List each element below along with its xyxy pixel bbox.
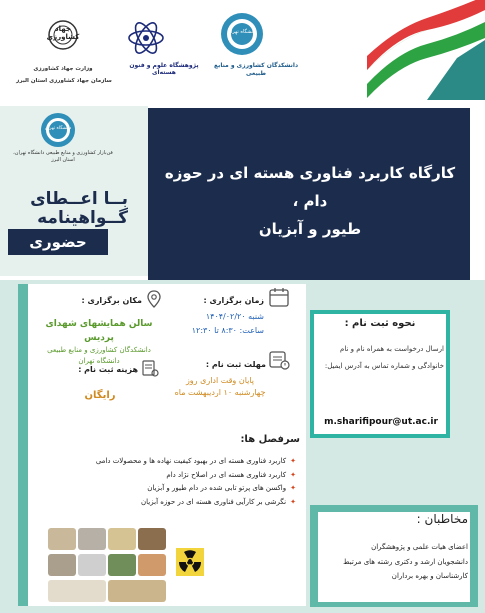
photo-tile <box>138 554 166 576</box>
time-value <box>170 310 264 337</box>
venue-line2: دانشکدگان کشاورزی و منابع طبیعی <box>47 346 151 354</box>
venue-line1: سالن همایشهای شهدای پردیس <box>45 319 153 343</box>
location-pin-icon <box>146 290 162 308</box>
nuclear-institute-logo <box>118 16 208 86</box>
ministry-logo <box>28 20 98 76</box>
incubator-seal-text: دانشگاه تهران <box>44 126 72 131</box>
photo-tile <box>108 528 136 550</box>
registration-body2: خانوادگی و شماره تماس به آدرس ایمیل: <box>324 361 444 370</box>
badge-in-person: حضوری <box>8 229 108 255</box>
calendar-icon <box>268 286 290 308</box>
ministry-name: وزارت جهاد کشاورزی <box>33 66 93 72</box>
badge-line1: بــا اعــطای <box>30 189 128 209</box>
ministry-org: سازمان جهاد کشاورزی استان البرز <box>16 78 112 84</box>
time-label: زمان برگزاری : <box>203 296 264 305</box>
audience-item: کارشناسان و بهره برداران <box>391 572 468 581</box>
photo-tile <box>48 554 76 576</box>
page-title <box>160 160 460 243</box>
title-line1: کارگاه کاربرد فناوری هسته ای در حوزه دام ، <box>164 164 456 210</box>
university-logo <box>210 12 305 97</box>
audience-item: دانشجویان ارشد و دکتری رشته های مرتبط <box>343 557 468 566</box>
audience-list <box>318 540 468 584</box>
ministry-seal-text: جهاد کشاورزی <box>46 25 80 41</box>
topic-item: ✦ نگرشی بر کارآیی فناوری هسته ای در حوزه آبزیان <box>30 496 296 510</box>
topic-item: ✦ واکسن های پرتو تابی شده در دام طیور و آبزیان <box>30 482 296 496</box>
registration-email[interactable]: m.sharifipour@ut.ac.ir <box>324 417 438 427</box>
info-card-strip <box>18 284 28 606</box>
topic-item: ✦ کاربرد فناوری هسته ای در اصلاح نژاد دام <box>30 469 296 483</box>
photo-tile <box>78 528 106 550</box>
fee-value: رایگان <box>84 390 116 401</box>
photo-tile <box>48 580 106 602</box>
topic-item: ✦ کاربرد فناوری هسته ای در بهبود کیفیت نهاده ها و محصولات دامی <box>30 455 296 469</box>
deadline-calendar-icon <box>268 348 290 370</box>
university-name: دانشکدگان کشاورزی و منابع طبیعی <box>213 62 299 77</box>
time-date: شنبه ۱۴۰۴/۰۲/۲۰ <box>205 312 264 321</box>
registration-title: نحوه ثبت نام : <box>344 318 416 329</box>
audience-title: مخاطبان : <box>416 512 468 526</box>
venue-label: مکان برگزاری : <box>81 296 142 305</box>
university-seal-text: دانشگاه تهران <box>227 29 257 35</box>
incubator-name: فن‌بازار کشاورزی و منابع طبیعی دانشگاه تهران، استان البرز <box>13 150 113 163</box>
title-line2: طیور و آبزیان <box>258 219 362 238</box>
certificate-badge <box>8 190 128 227</box>
topics-title: سرفصل ها: <box>240 434 300 445</box>
photo-tile <box>48 528 76 550</box>
topics-list <box>30 455 296 510</box>
photo-tile <box>78 554 106 576</box>
cash-register-icon <box>140 358 160 378</box>
radiation-icon <box>176 548 204 576</box>
iran-flag-icon <box>367 0 485 100</box>
registration-body1: ارسال درخواست به همراه نام و نام <box>339 345 444 353</box>
badge-line2: گــواهینامه <box>37 207 128 228</box>
fee-label: هزینه ثبت نام : <box>78 365 138 374</box>
deadline-line1: پایان وقت اداری روز <box>185 376 255 385</box>
deadline-line2: چهارشنبه ۱۰ اردیبهشت ماه <box>174 388 266 397</box>
photo-tile <box>108 554 136 576</box>
deadline-label: مهلت ثبت نام : <box>205 360 266 369</box>
photo-tile <box>138 528 166 550</box>
time-hours: ساعت: ۸:۳۰ تا ۱۲:۳۰ <box>191 325 264 335</box>
photo-tile <box>108 580 166 602</box>
nuclear-institute-name: پژوهشگاه علوم و فنون هسته‌ای <box>129 62 199 76</box>
deadline-value <box>170 375 270 399</box>
atom-icon <box>126 18 166 58</box>
venue-line3: دانشگاه تهران <box>78 356 120 365</box>
registration-body <box>316 344 444 372</box>
audience-item: اعضای هیات علمی و پژوهشگران <box>371 543 468 551</box>
